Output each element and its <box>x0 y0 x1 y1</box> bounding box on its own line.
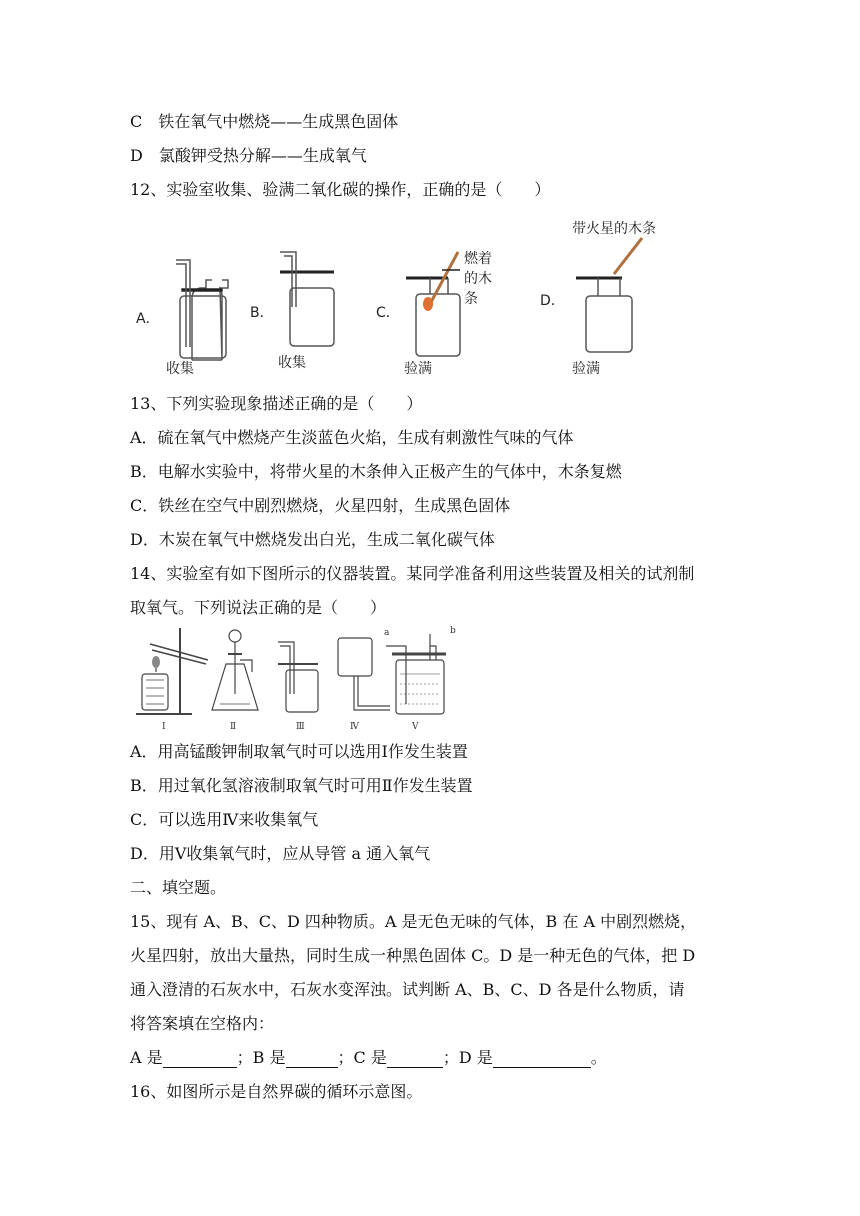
q13-option-a: A．硫在氧气中燃烧产生淡蓝色火焰，生成有刺激性气味的气体 <box>130 428 574 447</box>
q12-caption-b: 收集 <box>278 355 306 371</box>
q14-option-d: D．用Ⅴ收集氧气时，应从导管 a 通入氧气 <box>130 844 431 863</box>
glowing-splint-label: 带火星的木条 <box>572 221 656 237</box>
apparatus-iii <box>278 642 318 712</box>
q15-line1: 15、现有 A、B、C、D 四种物质。A 是无色无味的气体，B 在 A 中剧烈燃烧， <box>130 912 697 931</box>
q15-answer-line <box>130 1048 607 1068</box>
port-b-label: b <box>450 626 456 636</box>
q14-stem-line1: 14、实验室有如下图所示的仪器装置。某同学准备利用这些装置及相关的试剂制 <box>130 564 695 583</box>
q14-apparatus-figure <box>130 624 460 740</box>
apparatus-label-i: Ⅰ <box>162 722 166 732</box>
prev-option-d: D 氯酸钾受热分解——生成氧气 <box>130 146 367 165</box>
q12-letter-a: A． <box>136 311 160 327</box>
q16-stem: 16、如图所示是自然界碳的循环示意图。 <box>130 1082 423 1101</box>
apparatus-label-iii: Ⅲ <box>296 722 305 732</box>
q12-caption-d: 验满 <box>572 361 600 377</box>
q12-caption-a: 收集 <box>166 361 194 377</box>
q15-line3: 通入澄清的石灰水中，石灰水变浑浊。试判断 A、B、C、D 各是什么物质，请 <box>130 980 685 999</box>
flame-shape <box>423 297 433 311</box>
burning-splint-label-2: 的木 <box>464 271 492 287</box>
burning-splint-label-3: 条 <box>464 291 478 307</box>
answer-end: 。 <box>590 1048 607 1067</box>
bottle-b <box>280 252 334 346</box>
apparatus-iv <box>338 638 390 710</box>
bottle-a <box>176 260 228 360</box>
q14-apparatus-drawing <box>130 624 460 740</box>
bottle-d <box>576 238 642 352</box>
q12-letter-d: D． <box>540 293 565 309</box>
burning-splint-label-1: 燃着 <box>464 251 492 267</box>
q14-option-a: A．用高锰酸钾制取氧气时可以选用Ⅰ作发生装置 <box>130 742 468 761</box>
q12-caption-c: 验满 <box>404 361 432 377</box>
q12-figure <box>130 212 730 382</box>
q13-option-b: B．电解水实验中，将带火星的木条伸入正极产生的气体中，木条复燃 <box>130 462 622 481</box>
q15-line2: 火星四射，放出大量热，同时生成一种黑色固体 C。D 是一种无色的气体，把 D <box>130 946 696 965</box>
q15-line4: 将答案填在空格内： <box>130 1014 275 1033</box>
q12-letter-b: B． <box>250 305 274 321</box>
q14-stem-line2: 取氧气。下列说法正确的是（ ） <box>130 598 387 617</box>
q12-stem: 12、实验室收集、验满二氧化碳的操作，正确的是（ ） <box>130 180 551 199</box>
apparatus-label-ii: Ⅱ <box>230 722 237 732</box>
q13-option-c: C．铁丝在空气中剧烈燃烧，火星四射，生成黑色固体 <box>130 496 511 515</box>
answer-d-label: ；D 是 <box>442 1048 493 1067</box>
q12-letter-c: C． <box>376 305 400 321</box>
section-heading: 二、填空题。 <box>130 878 227 897</box>
answer-b-label: ；B 是 <box>236 1048 286 1067</box>
q14-option-b: B．用过氧化氢溶液制取氧气时可用Ⅱ作发生装置 <box>130 776 473 795</box>
apparatus-label-iv: Ⅳ <box>350 722 359 732</box>
answer-b-blank[interactable] <box>286 1050 338 1068</box>
apparatus-v <box>386 634 446 714</box>
answer-c-blank[interactable] <box>387 1050 443 1068</box>
answer-d-blank[interactable] <box>493 1050 591 1068</box>
apparatus-label-v: Ⅴ <box>412 722 419 732</box>
q13-stem: 13、下列实验现象描述正确的是（ ） <box>130 394 423 413</box>
prev-option-c: C 铁在氧气中燃烧——生成黑色固体 <box>130 112 399 131</box>
apparatus-ii <box>212 630 258 710</box>
answer-a-label: A 是 <box>130 1048 163 1067</box>
q13-option-d: D．木炭在氧气中燃烧发出白光，生成二氧化碳气体 <box>130 530 495 549</box>
port-a-label: a <box>384 628 390 638</box>
answer-a-blank[interactable] <box>163 1050 237 1068</box>
answer-c-label: ；C 是 <box>337 1048 387 1067</box>
apparatus-i <box>136 628 208 714</box>
q14-option-c: C．可以选用Ⅳ来收集氧气 <box>130 810 319 829</box>
